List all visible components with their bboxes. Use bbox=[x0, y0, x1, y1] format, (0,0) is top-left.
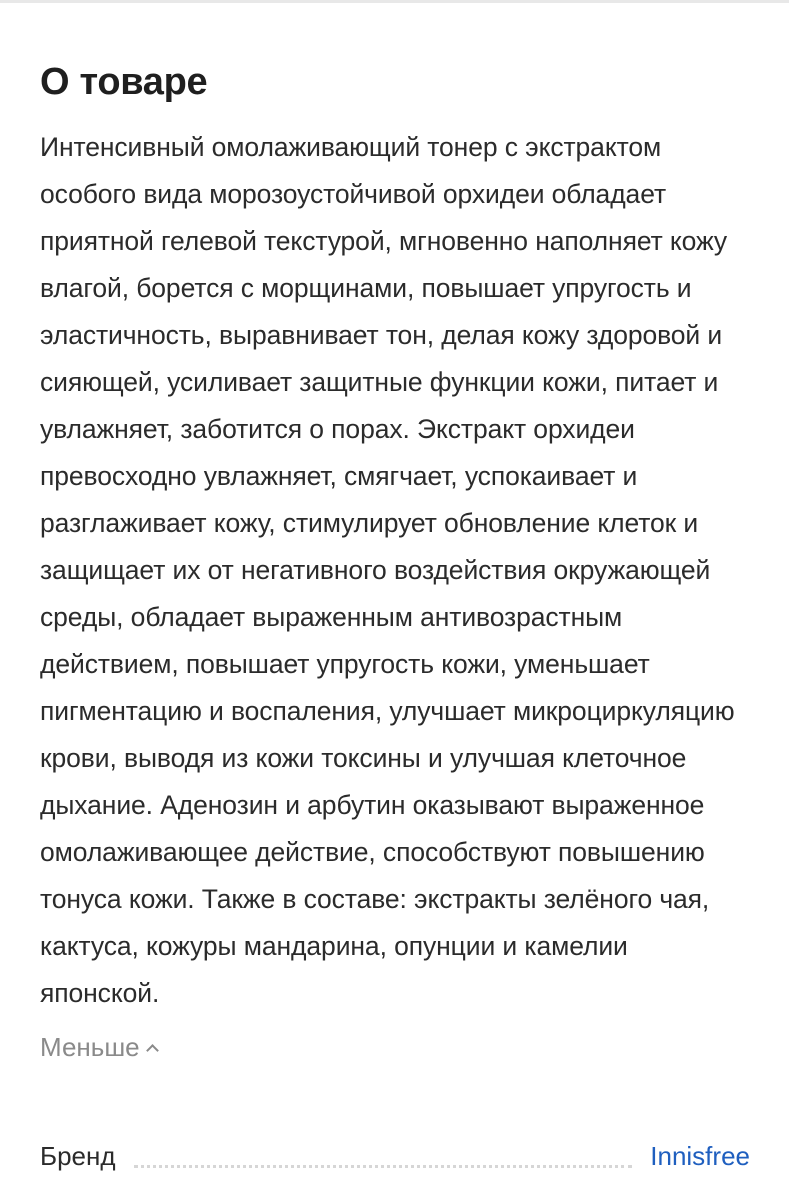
chevron-up-icon bbox=[146, 1044, 159, 1057]
top-divider bbox=[0, 0, 789, 3]
spec-key: Бренд bbox=[40, 1140, 116, 1171]
product-description: Интенсивный омолаживающий тонер с экстрактом особого вида морозоустойчивой орхидеи обладает приятной гелевой текстурой, мгновенно наполняет кожу влагой, борется с морщинами, повышает упругость и эластичность, выравнивает тон, делая кожу здоровой и сияющей, усиливает защитные функции кожи, питает и увлажняет, заботится о порах. Экстракт орхидеи превосходно увлажняет, смягчает, успокаивает и разглаживает кожу, стимулирует обновление клеток и защищает их от негативного воздействия окружающей среды, обладает выраженным антивозрастным действием, повышает упругость кожи, уменьшает пигментацию и воспаления, улучшает микроциркуляцию крови, выводя из кожи токсины и улучшая клеточное дыхание. Аденозин и арбутин оказывают выраженное омолаживающее действие, способствуют повышению тонуса кожи. Также в составе: экстракты зелёного чая, кактуса, кожуры мандарина, опунции и камелии японской. bbox=[40, 132, 735, 1008]
brand-link[interactable]: Innisfree bbox=[650, 1140, 750, 1171]
spec-row-brand bbox=[40, 1134, 750, 1178]
section-title: О товаре bbox=[40, 61, 208, 103]
show-less-button[interactable] bbox=[40, 1025, 157, 1069]
show-less-label: Меньше bbox=[40, 1032, 140, 1062]
dotted-leader bbox=[134, 1165, 633, 1168]
about-section bbox=[40, 52, 752, 1069]
